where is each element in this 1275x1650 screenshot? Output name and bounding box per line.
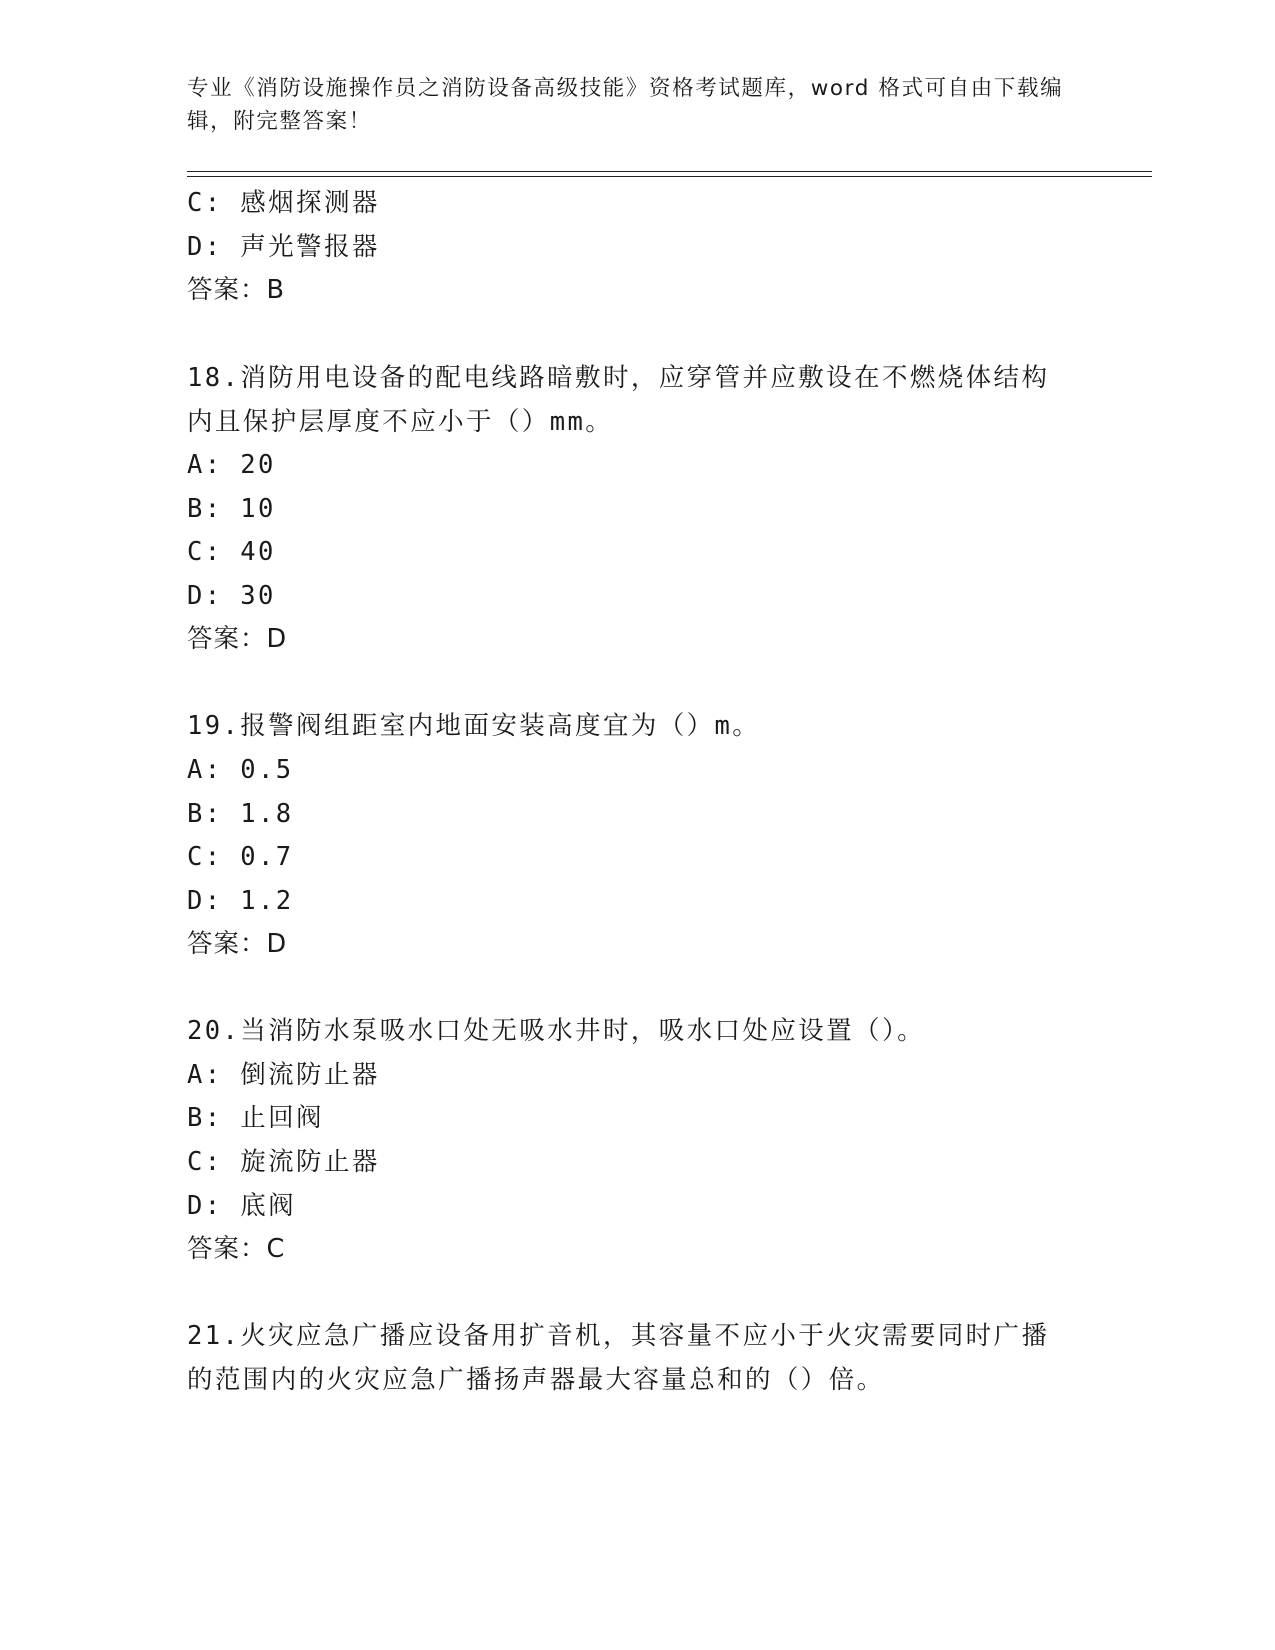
question-21-line-1: 21.火灾应急广播应设备用扩音机，其容量不应小于火灾需要同时广播 — [187, 1321, 1050, 1351]
answer-19: 答案：D — [187, 929, 288, 959]
q19-option-d: D: 1.2 — [187, 886, 294, 916]
option-c: C: 感烟探测器 — [187, 188, 380, 218]
question-18-line-2: 内且保护层厚度不应小于（）mm。 — [187, 407, 614, 437]
header-rule-top — [187, 171, 1152, 172]
q20-option-a: A: 倒流防止器 — [187, 1060, 380, 1090]
header-rule-bottom — [187, 176, 1152, 177]
answer-18: 答案：D — [187, 624, 288, 654]
question-18-line-1: 18.消防用电设备的配电线路暗敷时，应穿管并应敷设在不燃烧体结构 — [187, 363, 1050, 393]
question-20-line-1: 20.当消防水泵吸水口处无吸水井时，吸水口处应设置（）。 — [187, 1016, 926, 1046]
q18-option-a: A: 20 — [187, 450, 276, 480]
q19-option-a: A: 0.5 — [187, 755, 294, 785]
question-21-line-2: 的范围内的火灾应急广播扬声器最大容量总和的（）倍。 — [187, 1365, 885, 1395]
question-19-line-1: 19.报警阀组距室内地面安装高度宜为（）m。 — [187, 711, 761, 741]
q18-option-c: C: 40 — [187, 537, 276, 567]
q20-option-d: D: 底阀 — [187, 1191, 297, 1221]
document-header: 专业《消防设施操作员之消防设备高级技能》资格考试题库，word 格式可自由下载编辑，附完整答案！ — [187, 76, 1064, 134]
q18-option-b: B: 10 — [187, 494, 276, 524]
option-d: D: 声光警报器 — [187, 232, 380, 262]
q20-option-c: C: 旋流防止器 — [187, 1147, 380, 1177]
answer-17: 答案：B — [187, 275, 285, 305]
q19-option-c: C: 0.7 — [187, 842, 294, 872]
q18-option-d: D: 30 — [187, 581, 276, 611]
q19-option-b: B: 1.8 — [187, 799, 294, 829]
q20-option-b: B: 止回阀 — [187, 1103, 324, 1133]
answer-20: 答案：C — [187, 1234, 286, 1264]
